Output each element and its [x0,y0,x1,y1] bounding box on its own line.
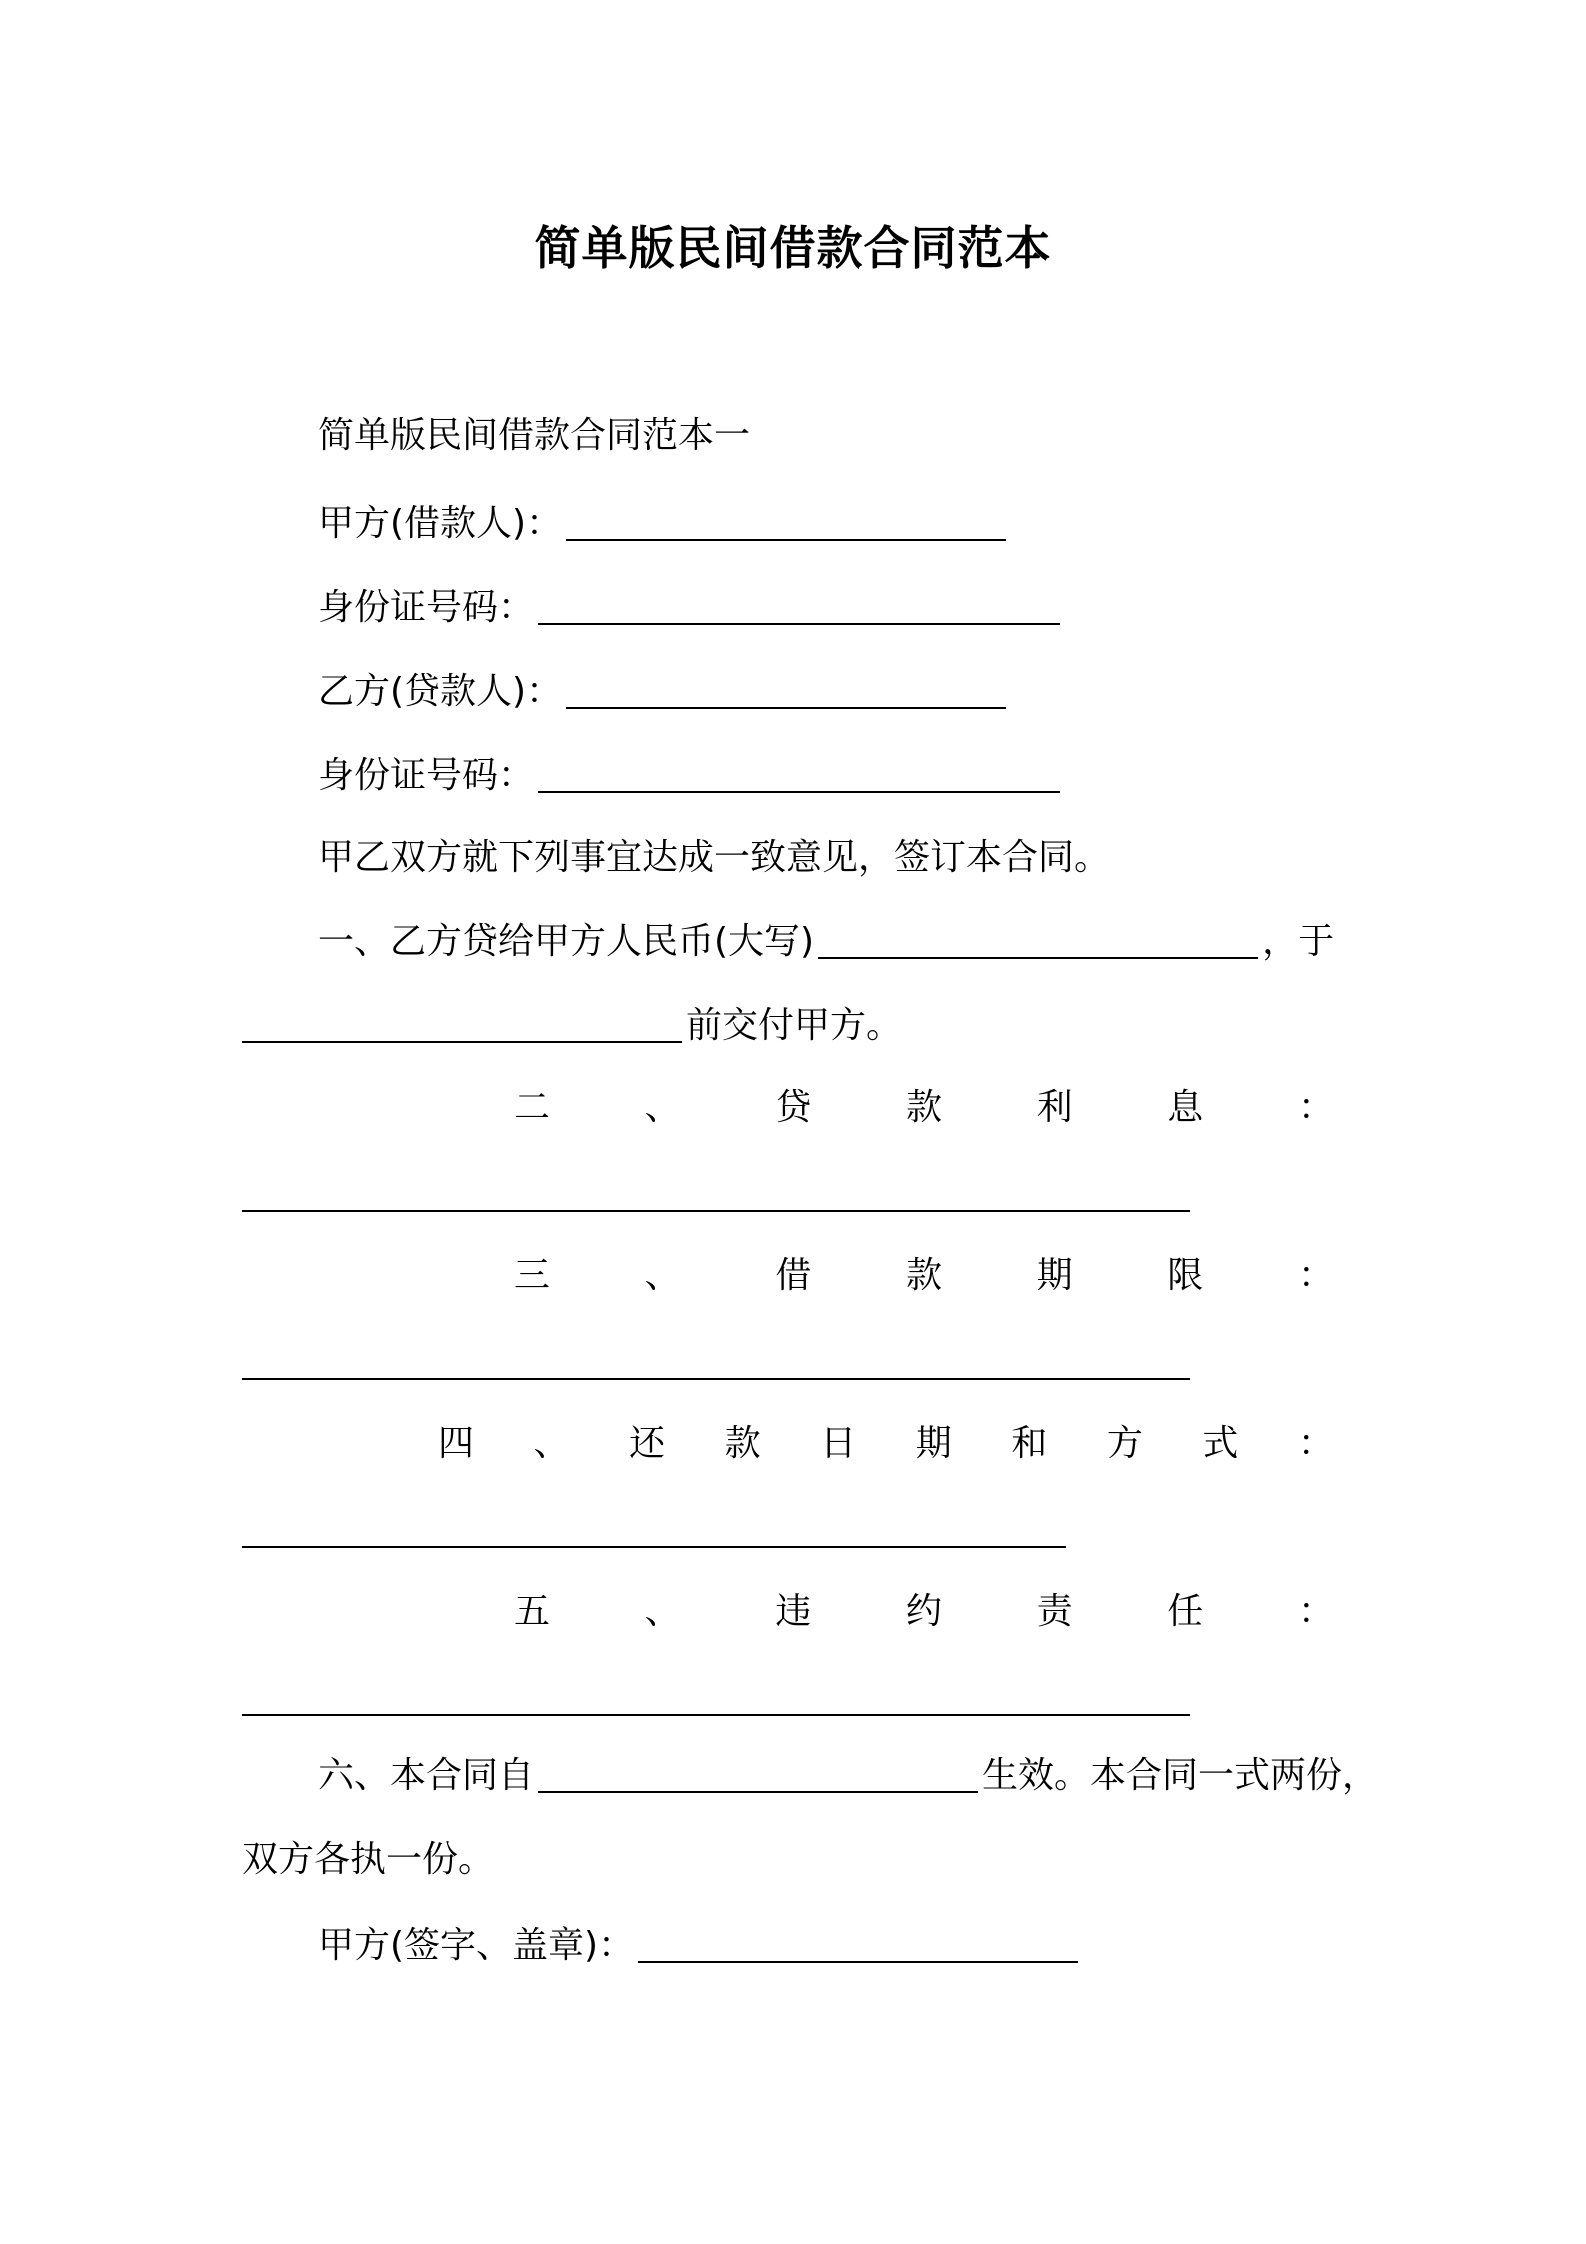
clause2-char: 利 [1036,1087,1073,1128]
clause1-text-c: 前交付甲方。 [686,1005,903,1046]
party-b-blank[interactable] [566,671,1006,709]
document-subtitle: 简单版民间借款合同范本一 [318,415,751,456]
clause4-char: ： [1297,1423,1334,1464]
clause1-text-a: 一、乙方贷给甲方人民币(大写) [318,921,815,962]
clause5-char: 约 [905,1591,942,1632]
clause3-char: 期 [1036,1255,1073,1296]
clause3-char: 三 [514,1255,551,1296]
clause4-char: 、 [533,1423,570,1464]
clause3-char: 、 [644,1255,681,1296]
clause2-heading [514,1084,1334,1132]
clause5-char: 违 [775,1591,812,1632]
clause5-char: 任 [1167,1591,1204,1632]
clause5-char: 、 [644,1591,681,1632]
clause1-amount-blank[interactable] [818,921,1258,959]
party-b-line [318,668,1010,716]
party-a-blank[interactable] [566,503,1006,541]
clause3-char: 限 [1167,1255,1204,1296]
clause4-char: 还 [629,1423,666,1464]
clause1-line2 [242,1002,902,1050]
clause3-char: 借 [775,1255,812,1296]
clause3-blank[interactable] [242,1378,1190,1380]
clause6-line2: 双方各执一份。 [242,1839,495,1880]
clause4-blank[interactable] [242,1546,1066,1548]
party-a-sign-blank[interactable] [638,1925,1078,1963]
party-a-sign-label: 甲方(签字、盖章)： [318,1925,635,1966]
clause4-char: 和 [1011,1423,1048,1464]
party-a-sign-line [318,1922,1082,1970]
clause2-char: 二 [514,1087,551,1128]
clause4-char: 方 [1106,1423,1143,1464]
party-a-id-line [318,584,1064,632]
party-b-id-label: 身份证号码： [318,755,535,796]
clause6-text-b: 生效。本合同一式两份， [982,1755,1379,1796]
clause5-char: 责 [1036,1591,1073,1632]
clause5-char: ： [1297,1591,1334,1632]
clause1-date-blank[interactable] [242,1005,682,1043]
clause5-heading [514,1588,1334,1636]
clause4-char: 期 [915,1423,952,1464]
clause4-char: 款 [724,1423,761,1464]
clause2-blank[interactable] [242,1210,1190,1212]
clause4-char: 日 [820,1423,857,1464]
clause6-text-a: 六、本合同自 [318,1755,535,1796]
party-a-id-label: 身份证号码： [318,587,535,628]
party-b-id-blank[interactable] [538,755,1060,793]
clause4-char: 四 [438,1423,475,1464]
clause1-line1 [318,918,1334,966]
clause2-char: 、 [644,1087,681,1128]
party-b-label: 乙方(贷款人)： [318,671,563,712]
clause3-heading [514,1252,1334,1300]
clause2-char: 款 [905,1087,942,1128]
party-a-id-blank[interactable] [538,587,1060,625]
agreement-intro: 甲乙双方就下列事宜达成一致意见，签订本合同。 [318,837,1111,878]
clause2-char: 息 [1167,1087,1204,1128]
clause3-char: ： [1297,1255,1334,1296]
clause5-char: 五 [514,1591,551,1632]
clause4-heading [438,1420,1334,1468]
clause1-text-b: ，于 [1262,921,1335,962]
document-title: 简单版民间借款合同范本 [534,221,1052,275]
clause6-date-blank[interactable] [538,1755,978,1793]
clause2-char: ： [1297,1087,1334,1128]
clause3-char: 款 [905,1255,942,1296]
clause4-char: 式 [1202,1423,1239,1464]
party-a-line [318,500,1010,548]
party-b-id-line [318,752,1064,800]
clause2-char: 贷 [775,1087,812,1128]
party-a-label: 甲方(借款人)： [318,503,563,544]
clause6-line1 [318,1752,1378,1800]
clause5-blank[interactable] [242,1714,1190,1716]
